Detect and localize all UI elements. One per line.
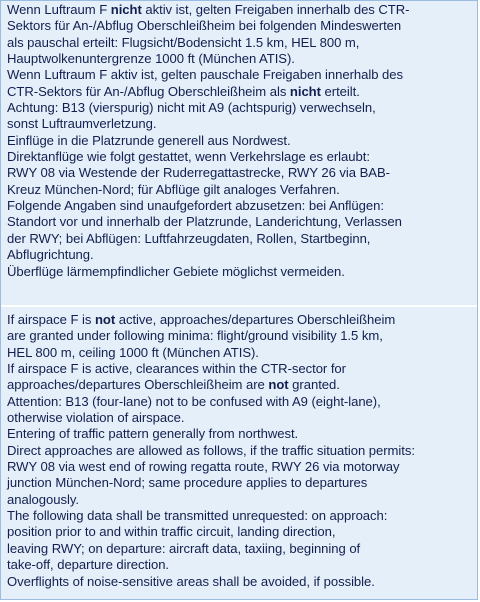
english-line: Overflights of noise-sensitive areas shall be avoided, if possible. <box>7 573 375 589</box>
german-line: der RWY; bei Abflügen: Luftfahrzeugdaten, Rollen, Startbeginn, <box>7 230 371 246</box>
english-line: RWY 08 via west end of rowing regatta route, RWY 26 via motorway <box>7 459 400 475</box>
english-line: are granted under following minima: flight/ground visibility 1.5 km, <box>7 328 383 344</box>
english-line: take-off, departure direction. <box>7 557 170 573</box>
german-line: als pauschal erteilt: Flugsicht/Bodensicht 1.5 km, HEL 800 m, <box>7 34 360 50</box>
german-line: Abflugrichtung. <box>7 247 94 263</box>
english-line: approaches/departures Oberschleißheim are not granted. <box>7 377 340 393</box>
english-line: analogously. <box>7 491 79 507</box>
english-line: HEL 800 m, ceiling 1000 ft (München ATIS). <box>7 344 259 360</box>
german-line: Kreuz München-Nord; für Abflüge gilt analoges Verfahren. <box>7 181 340 197</box>
english-line: Attention: B13 (four-lane) not to be confused with A9 (eight-lane), <box>7 393 381 409</box>
german-line: Überflüge lärmempfindlicher Gebiete möglichst vermeiden. <box>7 263 345 279</box>
english-line: junction München-Nord; same procedure applies to departures <box>7 475 368 491</box>
german-line: Hauptwolkenuntergrenze 1000 ft (München ATIS). <box>7 51 295 67</box>
german-line: Achtung: B13 (vierspurig) nicht mit A9 (achtspurig) verwechseln, <box>7 100 376 116</box>
german-remarks <box>1 2 477 280</box>
english-line: The following data shall be transmitted unrequested: on approach: <box>7 508 388 524</box>
english-line: otherwise violation of airspace. <box>7 410 185 426</box>
english-line: leaving RWY; on departure: aircraft data, taxiing, beginning of <box>7 540 361 556</box>
german-line: RWY 08 via Westende der Ruderregattastrecke, RWY 26 via BAB- <box>7 165 390 181</box>
english-line: If airspace F is active, clearances within the CTR-sector for <box>7 361 346 377</box>
english-line: Entering of traffic pattern generally from northwest. <box>7 426 299 442</box>
german-line: Wenn Luftraum F nicht aktiv ist, gelten Freigaben innerhalb des CTR- <box>7 2 410 17</box>
english-line: If airspace F is not active, approaches/departures Oberschleißheim <box>7 312 396 327</box>
german-line: Folgende Angaben sind unaufgefordert abzusetzen: bei Anflügen: <box>7 198 384 214</box>
german-line: Wenn Luftraum F aktiv ist, gelten pauschale Freigaben innerhalb des <box>7 67 403 83</box>
english-remarks <box>1 312 477 590</box>
english-line: position prior to and within traffic circuit, landing direction, <box>7 524 336 540</box>
german-line: CTR-Sektors für An-/Abflug Oberschleißheim als nicht erteilt. <box>7 83 360 99</box>
german-line: Direktanflüge wie folgt gestattet, wenn Verkehrslage es erlaubt: <box>7 149 370 165</box>
section-divider <box>1 305 477 307</box>
german-line: Sektors für An-/Abflug Oberschleißheim bei folgenden Mindeswerten <box>7 18 402 34</box>
german-line: sonst Luftraumverletzung. <box>7 116 157 132</box>
english-line: Direct approaches are allowed as follows, if the traffic situation permits: <box>7 442 415 458</box>
german-line: Einflüge in die Platzrunde generell aus Nordwest. <box>7 132 291 148</box>
german-line: Standort vor und innerhalb der Platzrunde, Landerichtung, Verlassen <box>7 214 402 230</box>
